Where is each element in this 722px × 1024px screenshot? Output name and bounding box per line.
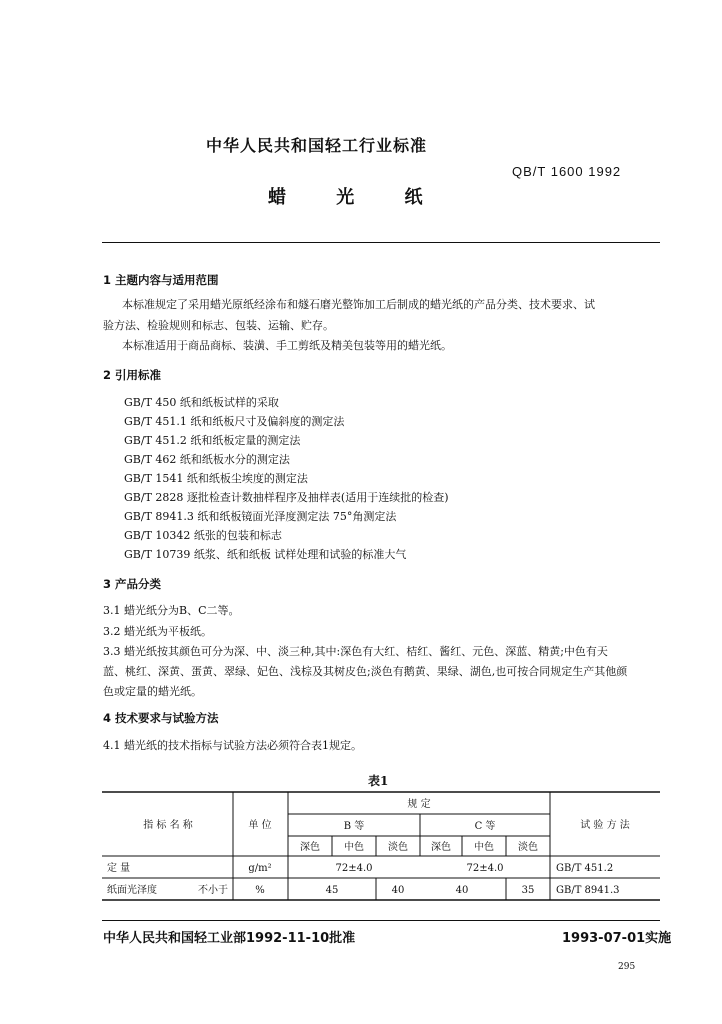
shade-label: 中色 xyxy=(474,842,494,853)
standard-title: 中华人民共和国轻工行业标准 xyxy=(206,136,428,155)
section-1-heading: 1 主题内容与适用范围 xyxy=(103,273,219,287)
row-method: GB/T 451.2 xyxy=(556,863,614,874)
reference-item: GB/T 450 纸和纸板试样的采取 xyxy=(124,396,279,409)
row-name: 定 量 xyxy=(107,863,131,874)
header-method: 试 验 方 法 xyxy=(580,820,630,831)
section-3-heading: 3 产品分类 xyxy=(103,577,162,591)
effective-date: 1993-07-01实施 xyxy=(562,931,672,946)
standard-code: QB/T 1600 1992 xyxy=(512,164,622,179)
header-spec: 规 定 xyxy=(407,799,431,810)
reference-item: GB/T 8941.3 纸和纸板镜面光泽度测定法 75°角测定法 xyxy=(124,510,397,523)
table-caption: 表1 xyxy=(368,774,389,788)
spec-table xyxy=(0,788,722,908)
header-grade-c: C 等 xyxy=(474,821,496,832)
page-number: 295 xyxy=(618,962,636,972)
clause-3-3: 3.3 蜡光纸按其颜色可分为深、中、淡三种,其中:深色有大红、桔红、酱红、元色、深蓝、精黄;中色有天 xyxy=(103,645,608,658)
row-qualifier: 不小于 xyxy=(198,885,228,896)
row-method: GB/T 8941.3 xyxy=(556,885,620,896)
clause-3-2: 3.2 蜡光纸为平板纸。 xyxy=(103,625,212,638)
section-1-paragraph-2: 本标准适用于商品商标、装潢、手工剪纸及精美包装等用的蜡光纸。 xyxy=(122,339,452,352)
shade-label: 深色 xyxy=(431,842,451,853)
reference-item: GB/T 1541 纸和纸板尘埃度的测定法 xyxy=(124,472,308,485)
reference-item: GB/T 451.1 纸和纸板尺寸及偏斜度的测定法 xyxy=(124,415,345,428)
row-value-c-light: 35 xyxy=(521,885,535,896)
row-value-b-light: 40 xyxy=(391,885,405,896)
row-value-c: 72±4.0 xyxy=(466,863,504,874)
section-1-paragraph-1: 本标准规定了采用蜡光原纸经涂布和燧石磨光整饰加工后制成的蜡光纸的产品分类、技术要求、试 xyxy=(122,298,595,311)
section-2-heading: 2 引用标准 xyxy=(103,368,162,382)
reference-item: GB/T 462 纸和纸板水分的测定法 xyxy=(124,453,290,466)
row-value-b: 72±4.0 xyxy=(335,863,373,874)
section-4-heading: 4 技术要求与试验方法 xyxy=(103,711,219,725)
row-unit: % xyxy=(255,885,265,896)
reference-item: GB/T 10739 纸浆、纸和纸板 试样处理和试验的标准大气 xyxy=(124,548,407,561)
clause-3-1: 3.1 蜡光纸分为B、C二等。 xyxy=(103,604,240,617)
row-value-c-deep: 40 xyxy=(455,885,469,896)
reference-item: GB/T 10342 纸张的包装和标志 xyxy=(124,529,282,542)
footer-rule xyxy=(102,920,660,921)
reference-item: GB/T 451.2 纸和纸板定量的测定法 xyxy=(124,434,301,447)
clause-3-3-cont: 蓝、桃红、深黄、蛋黄、翠绿、妃色、浅棕及其树皮色;淡色有鹅黄、果绿、湖色,也可按合同规定生产其他颜 xyxy=(103,665,628,678)
header-index-name: 指 标 名 称 xyxy=(143,820,193,831)
shade-label: 深色 xyxy=(300,842,320,853)
header-rule xyxy=(102,242,660,243)
clause-3-3-cont: 色或定量的蜡光纸。 xyxy=(103,685,202,698)
header-unit: 单 位 xyxy=(248,820,272,831)
row-unit: g/m² xyxy=(248,863,272,874)
shade-label: 中色 xyxy=(344,842,364,853)
section-1-paragraph-1-cont: 验方法、检验规则和标志、包装、运输、贮存。 xyxy=(103,319,334,332)
row-value-b-deep: 45 xyxy=(325,885,339,896)
header-grade-b: B 等 xyxy=(343,821,365,832)
row-name: 纸面光泽度 xyxy=(107,885,157,896)
reference-item: GB/T 2828 逐批检查计数抽样程序及抽样表(适用于连续批的检查) xyxy=(124,491,449,504)
approval-date: 中华人民共和国轻工业部1992-11-10批准 xyxy=(103,931,356,946)
clause-4-1: 4.1 蜡光纸的技术指标与试验方法必须符合表1规定。 xyxy=(103,739,362,752)
shade-label: 淡色 xyxy=(388,842,408,853)
document-title: 蜡 光 纸 xyxy=(268,187,445,208)
shade-label: 淡色 xyxy=(518,842,538,853)
